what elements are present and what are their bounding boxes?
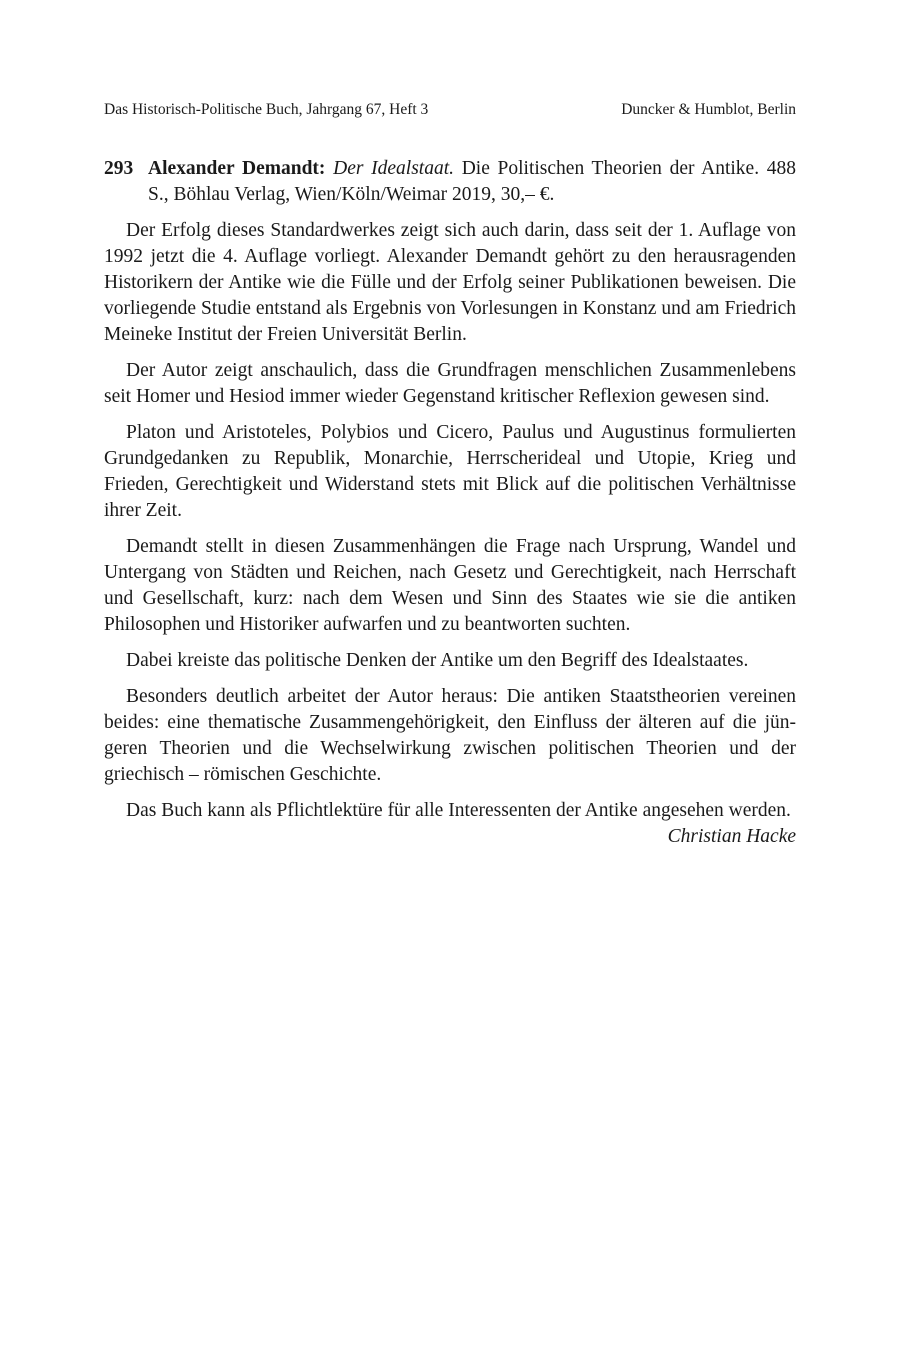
book-title: Der Idealstaat.: [333, 158, 454, 179]
review-paragraph: Dabei kreiste das politische Denken der Antike um den Begriff des Idealstaates.: [126, 650, 749, 671]
reviewer-signature: Christian Hacke: [667, 826, 796, 847]
review-paragraph: Der Autor zeigt anschaulich, dass die Grundfragen menschlichen Zusammenlebens seit Homer und Hesiod immer wieder Gegenstand kritischer Reflexion gewesen sind.: [104, 360, 796, 407]
review-paragraph: Platon und Aristoteles, Polybios und Cicero, Paulus und Augustinus formulierten Grundgedanken zu Republik, Monarchie, Herrscherideal und Utopie, Krieg und Frieden, Gerechtigkeit und Widerstand stets mit Blick auf die politischen Verhältnisse ihrer Zeit.: [104, 422, 796, 521]
review-paragraph: Demandt stellt in diesen Zusammenhängen die Frage nach Ursprung, Wandel und Untergang von Städten und Reichen, nach Gesetz und Gerechtigkeit, nach Herrschaft und Gesellschaft, kurz: nach dem Wesen und Sinn des Staates wie sie die antiken Philosophen und Historiker aufwarfen und zu beantworten suchten.: [104, 536, 796, 635]
running-head: [104, 100, 796, 120]
review-paragraph: Das Buch kann als Pflichtlektüre für alle Interessenten der Antike angesehen werden.: [126, 800, 791, 821]
book-details: Die Politischen Theorien der Antike. 488 S., Böhlau Verlag, Wien/Köln/Weimar 2019, 30,– €.: [148, 158, 797, 205]
review-entry: [104, 156, 796, 850]
journal-title: Das Historisch-Politische Buch, Jahrgang 67, Heft 3: [104, 101, 429, 118]
publisher: Duncker & Humblot, Berlin: [621, 101, 796, 118]
review-heading: [104, 156, 796, 208]
book-author: Alexander Demandt:: [148, 158, 326, 179]
review-paragraph: Besonders deutlich arbeitet der Autor heraus: Die antiken Staatstheorien vereinen beides: eine thematische Zusammengehörigkeit, den Einfluss der älteren auf die jüngeren Theorien und die Wechselwirkung zwischen politischen Theorien und der griechisch – römischen Geschichte.: [104, 686, 796, 785]
review-paragraph: Der Erfolg dieses Standardwerkes zeigt sich auch darin, dass seit der 1. Auflage von 1992 jetzt die 4. Auflage vorliegt. Alexander Demandt gehört zu den herausragenden Historikern der Antike wie die Fülle und der Erfolg seiner Publikationen beweisen. Die vorliegende Studie entstand als Ergebnis von Vorlesungen in Konstanz und am Friedrich Meineke Institut der Freien Universität Berlin.: [104, 220, 796, 345]
review-number: 293: [104, 158, 134, 179]
